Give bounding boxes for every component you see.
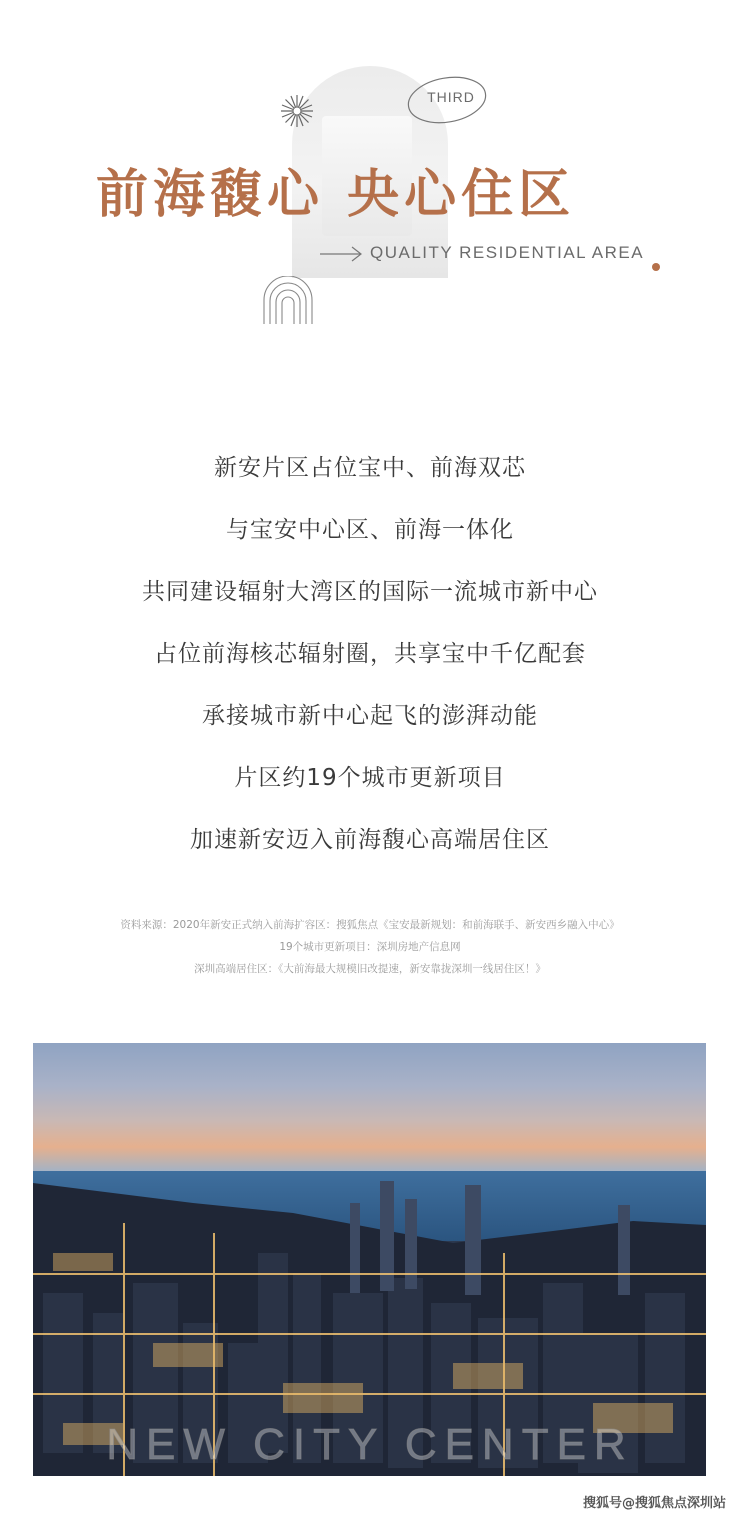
intro-text	[0, 448, 740, 882]
source-line: 19个城市更新项目：深圳房地产信息网	[279, 941, 461, 953]
source-line: 深圳高端居住区：《大前海最大规模旧改提速，新安靠拢深圳一线居住区！》	[194, 963, 546, 975]
text-line: 片区约19个城市更新项目	[234, 765, 506, 791]
city-skyline-photo	[33, 1043, 706, 1476]
third-badge: THIRD	[427, 89, 475, 105]
section-header	[0, 0, 740, 360]
text-line: 占位前海核芯辐射圈，共享宝中千亿配套	[154, 641, 586, 667]
arches-icon	[262, 276, 314, 326]
arrow-right-icon	[318, 242, 364, 266]
sources-note	[0, 914, 740, 980]
text-line: 共同建设辐射大湾区的国际一流城市新中心	[142, 579, 598, 605]
page-title: 前海馥心 央心住区	[96, 165, 576, 225]
accent-dot	[652, 263, 660, 271]
starburst-icon	[280, 94, 314, 128]
text-line: 新安片区占位宝中、前海双芯	[214, 455, 526, 481]
watermark: 搜狐号@搜狐焦点深圳站	[582, 1496, 726, 1511]
text-line: 承接城市新中心起飞的澎湃动能	[202, 703, 538, 729]
source-line: 资料来源：2020年新安正式纳入前海扩容区：搜狐焦点《宝安最新规划：和前海联手、新安西乡融入中心》	[120, 919, 620, 931]
text-line: 与宝安中心区、前海一体化	[226, 517, 514, 543]
text-line: 加速新安迈入前海馥心高端居住区	[190, 827, 550, 853]
photo-caption: NEW CITY CENTER	[106, 1420, 634, 1469]
subtitle: QUALITY RESIDENTIAL AREA	[370, 243, 645, 262]
